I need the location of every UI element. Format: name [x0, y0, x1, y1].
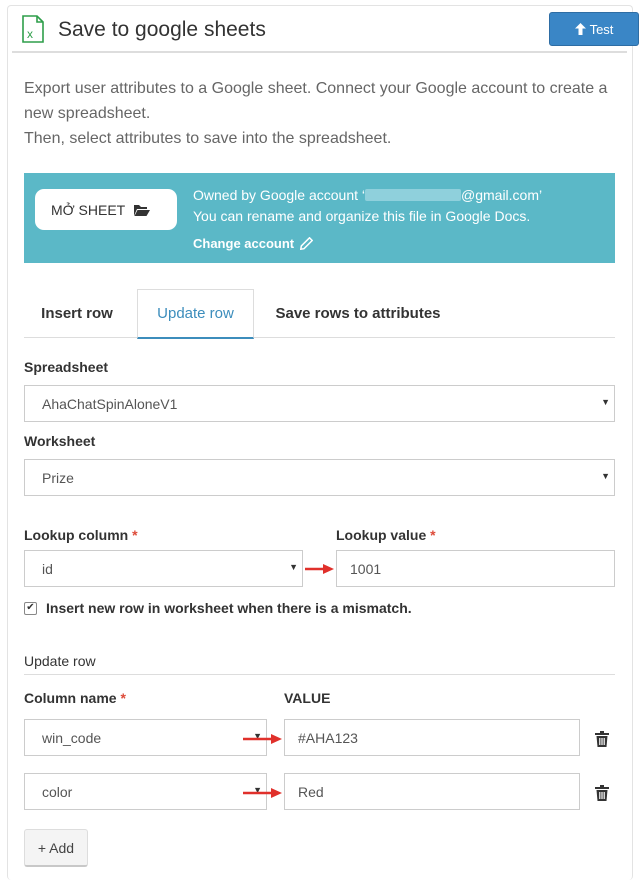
test-button-label: Test [589, 21, 614, 37]
lookup-value-label [336, 527, 436, 543]
insert-mismatch-label: Insert new row in worksheet when there is a mismatch. [46, 600, 412, 616]
open-sheet-button[interactable] [35, 189, 177, 230]
lookup-column-value: id [42, 560, 53, 577]
google-account-panel [24, 173, 615, 263]
column-name-select[interactable] [24, 773, 267, 810]
worksheet-select[interactable] [24, 459, 615, 496]
spreadsheet-icon [22, 15, 44, 43]
account-info [193, 185, 542, 254]
description [24, 76, 614, 151]
required-mark: * [132, 527, 138, 543]
open-sheet-label: MỞ SHEET [51, 201, 126, 218]
owned-by-line [193, 185, 542, 206]
trash-icon[interactable] [595, 731, 609, 747]
tab-update-row[interactable]: Update row [137, 289, 254, 339]
insert-mismatch-checkbox[interactable]: ✔ [24, 602, 37, 615]
caret-down-icon: ▼ [253, 731, 262, 741]
test-button[interactable] [549, 12, 639, 46]
red-arrow-annotation [243, 733, 283, 745]
column-name-value: color [42, 783, 73, 800]
owned-by-suffix: @gmail.com’ [461, 187, 543, 203]
description-line-2: Then, select attributes to save into the spreadsheet. [24, 130, 392, 147]
column-name-header-text: Column name [24, 690, 117, 706]
change-account-label: Change account [193, 236, 295, 251]
folder-open-icon [134, 203, 150, 217]
pencil-icon [300, 237, 313, 250]
rename-hint: You can rename and organize this file in Google Docs. [193, 208, 531, 224]
column-name-value: win_code [42, 729, 102, 746]
red-arrow-annotation [305, 563, 335, 575]
description-line-1: Export user attributes to a Google sheet. Connect your Google account to create a new spreadsheet. [24, 80, 608, 122]
lookup-column-label-text: Lookup column [24, 527, 129, 543]
column-name-select[interactable] [24, 719, 267, 756]
tab-bar [24, 289, 615, 338]
owned-by-prefix: Owned by Google account ‘ [193, 187, 365, 203]
caret-down-icon: ▼ [253, 785, 262, 795]
arrow-up-icon [575, 23, 586, 35]
tab-insert-row[interactable]: Insert row [41, 305, 113, 322]
panel-header [12, 6, 627, 53]
update-row-section-title: Update row [24, 653, 615, 675]
trash-icon[interactable] [595, 785, 609, 801]
insert-mismatch-option[interactable] [24, 600, 412, 616]
worksheet-label: Worksheet [24, 433, 96, 449]
spreadsheet-select-value: AhaChatSpinAloneV1 [42, 395, 178, 412]
spreadsheet-select[interactable] [24, 385, 615, 422]
required-mark: * [430, 527, 436, 543]
change-account-link[interactable] [193, 233, 313, 254]
page-title: Save to google sheets [58, 18, 266, 41]
add-row-button[interactable]: + Add [24, 829, 88, 867]
caret-down-icon: ▼ [601, 397, 610, 407]
lookup-column-label [24, 527, 138, 543]
column-value-input[interactable]: #AHA123 [284, 719, 580, 756]
lookup-value-label-text: Lookup value [336, 527, 427, 543]
lookup-column-select[interactable] [24, 550, 303, 587]
lookup-value-input[interactable]: 1001 [336, 550, 615, 587]
caret-down-icon: ▼ [601, 471, 610, 481]
column-name-header [24, 690, 126, 706]
value-header: VALUE [284, 690, 331, 706]
tab-save-rows-to-attributes[interactable]: Save rows to attributes [275, 305, 441, 322]
red-arrow-annotation [243, 787, 283, 799]
worksheet-select-value: Prize [42, 469, 74, 486]
required-mark: * [120, 690, 126, 706]
spreadsheet-label: Spreadsheet [24, 359, 109, 375]
svg-text:x: x [27, 27, 33, 41]
column-value-input[interactable]: Red [284, 773, 580, 810]
redacted-email [365, 189, 461, 201]
caret-down-icon: ▼ [289, 562, 298, 572]
